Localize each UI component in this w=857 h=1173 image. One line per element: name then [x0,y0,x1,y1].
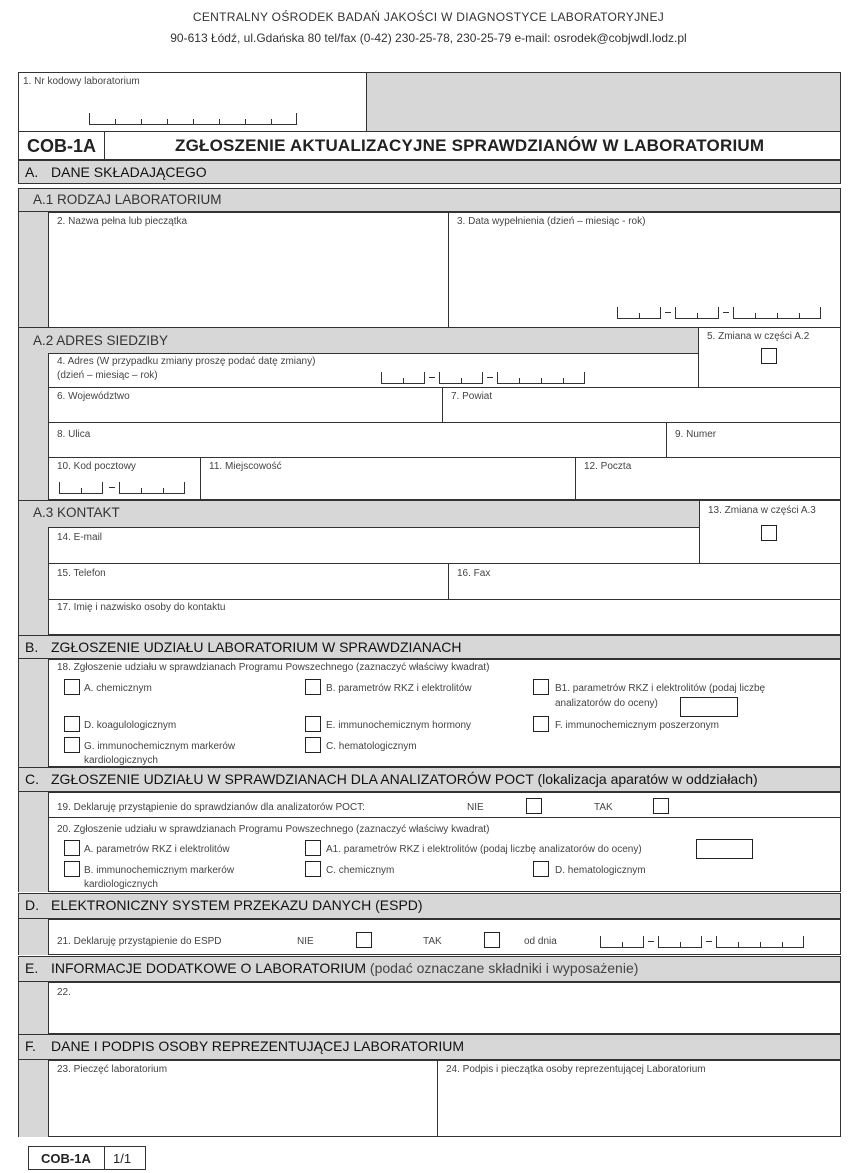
field-voivodeship[interactable] [48,387,443,423]
b-opt-g-checkbox[interactable] [64,737,80,753]
a2-title: A.2 ADRES SIEDZIBY [33,333,169,348]
c-opt-b-label-2: kardiologicznych [84,879,158,890]
field-name-label: 2. Nazwa pełna lub pieczątka [57,216,188,227]
field-18-label: 18. Zgłoszenie udziału w sprawdzianach Programu Powszechnego (zaznaczyć właściwy kwadrat) [57,662,490,673]
espd-date-boxes[interactable] [600,934,810,948]
field-district-label: 7. Powiat [451,391,493,402]
f-strip [18,1060,48,1137]
field-contact-person-label: 17. Imię i nazwisko osoby do kontaktu [57,602,226,613]
form-code: COB-1A [27,136,97,156]
field-number-label: 9. Numer [675,429,717,440]
field-20 [48,817,841,892]
b-opt-b1-checkbox[interactable] [533,679,549,695]
b-opt-b1-label: B1. parametrów RKZ i elektrolitów (podaj liczbę [555,683,766,694]
field-postal-code[interactable] [48,457,201,500]
field-lab-code-label: 1. Nr kodowy laboratorium [23,76,140,87]
e-strip [18,982,48,1034]
b-opt-e-label: E. immunochemicznym hormony [326,720,472,731]
section-b-letter: B. [25,639,39,655]
a3-change-checkbox[interactable] [761,525,777,541]
section-e-letter: E. [25,960,39,976]
c-strip [18,792,48,892]
field-23-label: 23. Pieczęć laboratorium [57,1064,168,1075]
footer-code-cell [28,1146,105,1170]
form-title: ZGŁOSZENIE AKTUALIZACYJNE SPRAWDZIANÓW W LABORATORIUM [175,136,765,155]
c-opt-a1-label: A1. parametrów RKZ i elektrolitów (podaj liczbę analizatorów do oceny) [326,844,642,855]
a3-strip [18,527,48,635]
b-opt-e-checkbox[interactable] [305,716,321,732]
field-phone-label: 15. Telefon [57,568,106,579]
field-21-nie-label: NIE [297,936,314,947]
a2-change-checkbox[interactable] [761,348,777,364]
address-date-boxes[interactable] [381,370,589,384]
c-opt-c-checkbox[interactable] [305,861,321,877]
section-a-letter: A. [25,164,39,180]
b-opt-c-label: C. hematologicznym [326,741,417,752]
section-d-title: ELEKTRONICZNY SYSTEM PRZEKAZU DANYCH (ESPD) [51,897,423,913]
field-voivodeship-label: 6. Województwo [57,391,130,402]
b-opt-f-label: F. immunochemicznym poszerzonym [555,720,719,731]
section-e-title: INFORMACJE DODATKOWE O LABORATORIUM [51,960,367,976]
field-21 [48,919,841,955]
field-fax-label: 16. Fax [457,568,491,579]
field-street[interactable] [48,422,667,458]
section-f-letter: F. [25,1038,36,1054]
a1-title: A.1 RODZAJ LABORATORIUM [33,192,222,207]
a1-header [18,188,841,212]
b-opt-d-checkbox[interactable] [64,716,80,732]
form-title-cell [104,131,841,160]
c-opt-d-label: D. hematologicznym [555,865,646,876]
lab-code-boxes[interactable] [89,111,297,125]
office-use-box [366,72,841,132]
b-opt-b-label: B. parametrów RKZ i elektrolitów [326,683,472,694]
field-19-nie-label: NIE [467,802,484,813]
a3-change-label: 13. Zmiana w części A.3 [708,505,816,516]
field-21-tak-label: TAK [423,936,442,947]
field-address-label: 4. Adres (W przypadku zmiany proszę podać datę zmiany) [57,356,316,367]
b-opt-a-checkbox[interactable] [64,679,80,695]
c-opt-b-checkbox[interactable] [64,861,80,877]
a2-header [18,327,699,354]
a2-change-label: 5. Zmiana w części A.2 [707,331,810,342]
section-a-title: DANE SKŁADAJĄCEGO [51,164,207,180]
fill-date-boxes[interactable] [617,305,823,319]
field-fax[interactable] [448,563,841,600]
field-21-tak-checkbox[interactable] [484,932,500,948]
c-opt-a-checkbox[interactable] [64,840,80,856]
org-name: CENTRALNY OŚRODEK BADAŃ JAKOŚCI W DIAGNOSTYCE LABORATORYJNEJ [192,10,665,24]
a3-header [18,500,700,528]
field-21-nie-checkbox[interactable] [356,932,372,948]
field-name[interactable] [48,212,449,328]
field-lab-code[interactable] [18,72,367,132]
field-21-label: 21. Deklaruję przystąpienie do ESPD [57,936,222,947]
field-phone[interactable] [48,563,449,600]
field-street-label: 8. Ulica [57,429,91,440]
c-opt-d-checkbox[interactable] [533,861,549,877]
section-f-header [18,1034,841,1060]
field-post-office[interactable] [575,457,841,500]
field-city[interactable] [200,457,576,500]
a2-strip [18,353,48,500]
b-opt-g-label-2: kardiologicznych [84,755,158,766]
field-19-label: 19. Deklaruję przystąpienie do sprawdzianów dla analizatorów POCT: [57,802,365,813]
section-b-header [18,635,841,659]
field-number[interactable] [666,422,841,458]
b-opt-f-checkbox[interactable] [533,716,549,732]
a3-change-cell [699,500,841,564]
postal-code-boxes[interactable] [59,480,185,494]
org-address: 90-613 Łódź, ul.Gdańska 80 tel/fax (0-42) 230-25-78, 230-25-79 e-mail: osrodek@cobjwdl.lodz.pl [170,31,687,45]
field-19-tak-checkbox[interactable] [653,798,669,814]
section-c-letter: C. [25,771,39,787]
section-a-header [18,160,841,184]
a3-title: A.3 KONTAKT [33,505,120,520]
field-address[interactable] [48,353,699,388]
b-opt-g-label: G. immunochemicznym markerów [84,741,236,752]
section-d-header [18,893,841,919]
section-c-header [18,767,841,792]
c-opt-a1-checkbox[interactable] [305,840,321,856]
form-code-cell [18,131,105,160]
section-e-title-note: (podać oznaczane składniki i wyposażenie) [369,960,639,976]
section-c-title: ZGŁOSZENIE UDZIAŁU W SPRAWDZIANACH DLA ANALIZATORÓW POCT (lokalizacja aparatów w oddziałach) [51,771,758,787]
field-19 [48,792,841,818]
footer-code: COB-1A [41,1151,91,1166]
c-opt-a-label: A. parametrów RKZ i elektrolitów [84,844,230,855]
d-strip [18,919,48,955]
b-opt-c-checkbox[interactable] [305,737,321,753]
field-24-label: 24. Podpis i pieczątka osoby reprezentującej Laboratorium [446,1064,706,1075]
field-contact-person[interactable] [48,599,841,635]
b-opt-d-label: D. koagulologicznym [84,720,177,731]
field-post-office-label: 12. Poczta [584,461,632,472]
field-address-label-2: (dzień – miesiąc – rok) [57,370,158,381]
section-d-letter: D. [25,897,39,913]
field-20-label: 20. Zgłoszenie udziału w sprawdzianach Programu Powszechnego (zaznaczyć właściwy kwadrat) [57,824,490,835]
field-24[interactable] [437,1060,841,1137]
b-opt-a-label: A. chemicznym [84,683,152,694]
field-19-tak-label: TAK [594,802,613,813]
section-b-title: ZGŁOSZENIE UDZIAŁU LABORATORIUM W SPRAWDZIANACH [51,639,462,655]
c-opt-c-label: C. chemicznym [326,865,395,876]
field-fill-date-label: 3. Data wypełnienia (dzień – miesiąc - rok) [457,216,646,227]
field-22[interactable] [48,982,841,1034]
section-b-body [48,659,841,767]
section-e-header [18,956,841,982]
field-postal-code-label: 10. Kod pocztowy [57,461,136,472]
footer-page-cell [104,1146,146,1170]
field-district[interactable] [442,387,841,423]
section-f-title: DANE I PODPIS OSOBY REPREZENTUJĄCEJ LABORATORIUM [51,1038,465,1054]
c-opt-a1-count-input[interactable] [696,839,753,859]
b-opt-b1-label-2: analizatorów do oceny) [555,698,658,709]
field-email[interactable] [48,527,700,564]
b-opt-b-checkbox[interactable] [305,679,321,695]
field-22-label: 22. [57,987,71,998]
field-city-label: 11. Miejscowość [209,461,282,472]
a1-strip [18,212,48,328]
field-fill-date[interactable] [448,212,841,328]
b-opt-b1-count-input[interactable] [680,697,738,717]
field-email-label: 14. E-mail [57,532,103,543]
field-21-from-label: od dnia [524,936,557,947]
field-19-nie-checkbox[interactable] [526,798,542,814]
a2-change-cell [698,327,841,388]
c-opt-b-label: B. immunochemicznym markerów [84,865,235,876]
field-23[interactable] [48,1060,438,1137]
b-strip [18,659,48,767]
footer-page: 1/1 [113,1151,132,1166]
